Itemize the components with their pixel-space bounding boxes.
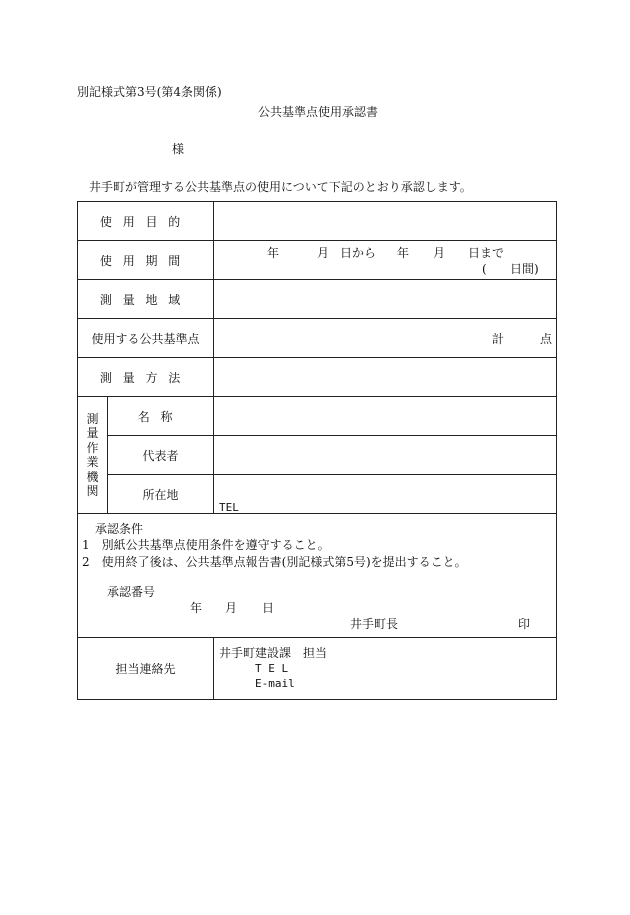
approval-form-table <box>77 201 557 700</box>
area-label: 測量地域 <box>99 292 192 307</box>
period-end-day: 日まで <box>468 246 505 260</box>
org-rep-label-cell <box>108 436 214 475</box>
period-days: 日間) <box>510 262 539 276</box>
period-days-open: ( <box>482 262 487 276</box>
contact-dept: 井手町建設課 担当 <box>219 646 328 660</box>
points-unit: 点 <box>540 332 553 346</box>
org-tel: TEL <box>219 501 239 514</box>
org-address-label-cell <box>108 475 214 514</box>
row-area <box>78 280 557 319</box>
area-label-cell <box>78 280 214 319</box>
method-label: 測量方法 <box>99 370 192 385</box>
org-name-value[interactable] <box>214 397 557 436</box>
form-number: 別記様式第3号(第4条関係) <box>77 85 222 99</box>
approval-number-label: 承認番号 <box>107 585 156 599</box>
row-purpose <box>78 202 557 241</box>
area-value[interactable] <box>214 280 557 319</box>
conditions-title: 承認条件 <box>95 522 144 536</box>
contact-value <box>214 638 557 700</box>
contact-label: 担当連絡先 <box>115 662 176 676</box>
addressee-suffix: 様 <box>172 142 185 156</box>
approval-date-year: 年 <box>190 601 203 615</box>
period-start-year: 年 <box>267 246 280 260</box>
purpose-label-cell <box>78 202 214 241</box>
points-label-cell <box>78 319 214 358</box>
org-address-value[interactable] <box>214 475 557 514</box>
org-rep-label: 代表者 <box>142 448 179 463</box>
row-points <box>78 319 557 358</box>
conditions-cell <box>78 514 557 638</box>
org-name-label-cell <box>108 397 214 436</box>
org-group-label: 測量作業機関 <box>86 411 99 498</box>
points-label: 使用する公共基準点 <box>91 331 200 346</box>
method-label-cell <box>78 358 214 397</box>
points-total: 計 <box>492 332 505 346</box>
period-start-day: 日から <box>340 246 377 260</box>
period-value[interactable] <box>214 241 557 280</box>
purpose-value[interactable] <box>214 202 557 241</box>
condition-2: 2 使用終了後は、公共基準点報告書(別記様式第5号)を提出すること。 <box>82 555 467 569</box>
row-org-rep <box>78 436 557 475</box>
row-period <box>78 241 557 280</box>
approval-date-month: 月 <box>225 601 238 615</box>
period-end-month: 月 <box>433 246 446 260</box>
org-address-label: 所在地 <box>142 487 179 502</box>
approval-date-day: 日 <box>262 601 275 615</box>
period-label-cell <box>78 241 214 280</box>
condition-1: 1 別紙公共基準点使用条件を遵守すること。 <box>82 538 330 552</box>
points-value[interactable] <box>214 319 557 358</box>
org-group-cell <box>78 397 108 514</box>
intro-text: 井手町が管理する公共基準点の使用について下記のとおり承認します。 <box>89 180 472 194</box>
method-value[interactable] <box>214 358 557 397</box>
row-conditions <box>78 514 557 638</box>
document-title: 公共基準点使用承認書 <box>258 105 379 119</box>
row-method <box>78 358 557 397</box>
org-rep-value[interactable] <box>214 436 557 475</box>
row-org-name <box>78 397 557 436</box>
purpose-label: 使用目的 <box>99 214 192 229</box>
mayor-title: 井手町長 <box>350 617 399 631</box>
seal-mark: 印 <box>518 617 531 631</box>
period-label: 使用期間 <box>99 253 192 268</box>
row-org-address <box>78 475 557 514</box>
org-name-label: 名称 <box>137 409 184 424</box>
contact-email: E-mail <box>255 677 295 690</box>
period-end-year: 年 <box>397 246 410 260</box>
period-start-month: 月 <box>317 246 330 260</box>
contact-label-cell <box>78 638 214 700</box>
row-contact <box>78 638 557 700</box>
contact-tel: T E L <box>255 662 289 675</box>
